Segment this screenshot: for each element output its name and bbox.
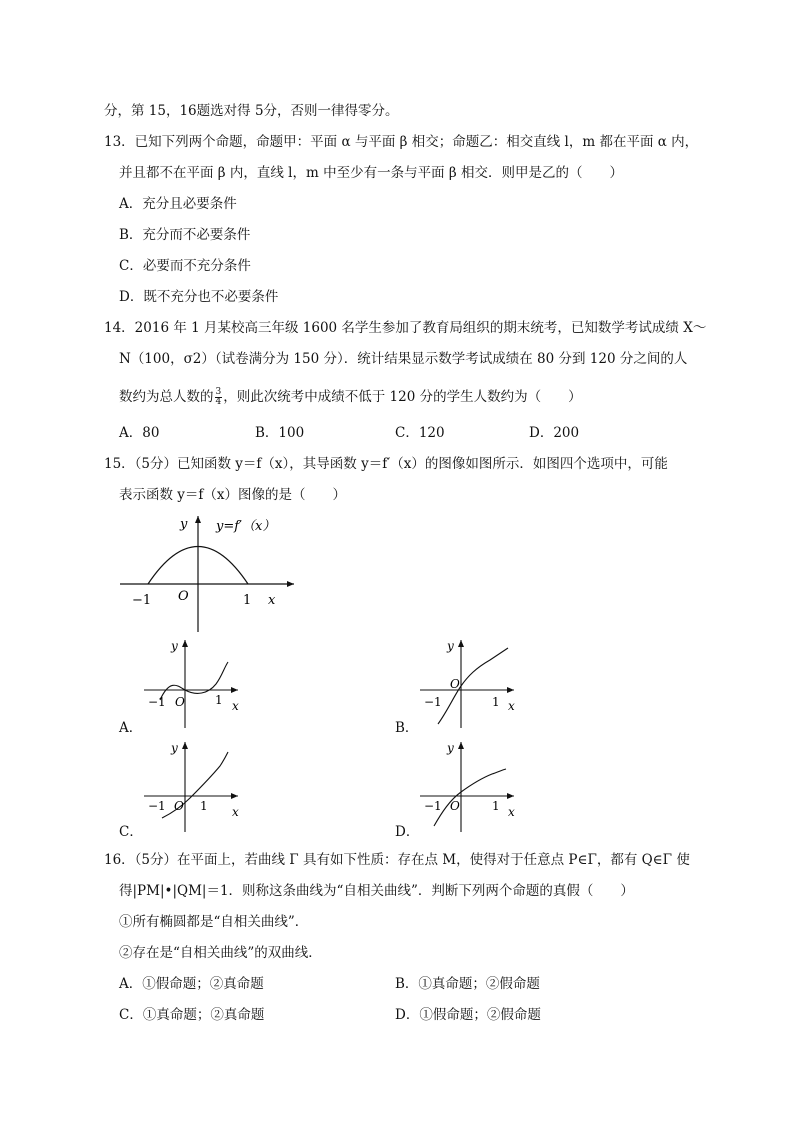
q14-option-d: D．200 (529, 425, 580, 441)
derivative-graph (114, 512, 314, 634)
x-axis-label: x (232, 699, 239, 713)
tick-label-right: 1 (492, 695, 500, 709)
q14-line3-pre: 数约为总人数的 (119, 389, 214, 405)
q13-option-d: D．既不充分也不必要条件 (119, 289, 279, 305)
q15-stem-line2: 表示函数 y＝f（x）图像的是（ ） (119, 487, 347, 503)
option-a-graph (138, 638, 248, 730)
tick-label-left: −1 (132, 593, 152, 608)
tick-label-right: 1 (243, 593, 252, 608)
tick-label-left: −1 (424, 695, 442, 709)
y-axis-label: y (171, 639, 178, 653)
q13-stem-line2: 并且都不在平面 β 内，直线 l，m 中至少有一条与平面 β 相交．则甲是乙的（ ） (119, 165, 623, 181)
origin-label: O (175, 695, 185, 709)
origin-label: O (178, 589, 189, 604)
q16-option-d: D．①假命题；②假命题 (395, 1007, 541, 1023)
q14-stem-line3 (119, 387, 582, 407)
x-axis-label: x (268, 593, 276, 608)
q16-option-c: C．①真命题；②真命题 (119, 1007, 265, 1023)
q14-option-a: A．80 (119, 425, 160, 441)
q14-line3-post: ，则此次统考中成绩不低于 120 分的学生人数约为（ ） (223, 389, 582, 405)
x-axis-label: x (508, 699, 515, 713)
q15-option-a-label: A． (119, 720, 143, 736)
x-axis-label: x (232, 805, 239, 819)
q16-statement-1: ①所有椭圆都是“自相关曲线”． (119, 914, 309, 930)
option-b-curve (438, 648, 508, 724)
fraction-numerator: 3 (215, 387, 222, 397)
q15-option-c-label: C． (119, 824, 143, 840)
q15-stem-line1: 15．（5分）已知函数 y＝f（x），其导函数 y＝f′（x）的图像如图所示．如图四个选项中，可能 (104, 456, 668, 472)
option-d-curve (434, 769, 506, 826)
q14-option-c: C．120 (395, 425, 445, 441)
q13-option-c: C．必要而不充分条件 (119, 258, 251, 274)
option-c-curve (162, 752, 228, 818)
tick-label-right: 1 (492, 799, 500, 813)
q16-option-a: A．①假命题；②真命题 (119, 976, 264, 992)
intro-line: 分，第 15，16题选对得 5分，否则一律得零分。 (104, 103, 399, 119)
q14-option-b: B．100 (255, 425, 305, 441)
tick-label-left: −1 (424, 799, 442, 813)
q15-option-d-label: D． (395, 824, 420, 840)
q15-option-b-label: B． (395, 720, 419, 736)
option-d-graph (414, 740, 524, 832)
q14-stem-line1: 14．2016 年 1 月某校高三年级 1600 名学生参加了教育局组织的期末统考，已知数学考试成绩 X～ (104, 320, 707, 336)
y-axis-label: y (171, 741, 178, 755)
origin-label: O (450, 677, 460, 691)
tick-label-left: −1 (148, 695, 166, 709)
q16-stem-line1: 16．（5分）在平面上，若曲线 Γ 具有如下性质：存在点 M，使得对于任意点 P∈Γ，都有 Q∈Γ 使 (104, 852, 690, 868)
fraction-denominator: 4 (215, 397, 222, 407)
curve-label: y=f′（x） (216, 519, 276, 534)
q16-option-b: B．①真命题；②假命题 (395, 976, 540, 992)
y-axis-label: y (447, 741, 454, 755)
fraction-three-quarters (215, 388, 223, 407)
origin-label: O (174, 799, 184, 813)
origin-label: O (450, 799, 460, 813)
q16-statement-2: ②存在是“自相关曲线”的双曲线． (119, 945, 322, 961)
tick-label-right: 1 (215, 693, 223, 707)
tick-label-right: 1 (200, 799, 208, 813)
option-c-graph (138, 740, 248, 832)
q13-option-b: B．充分而不必要条件 (119, 227, 251, 243)
tick-label-left: −1 (148, 799, 166, 813)
q13-stem-line1: 13．已知下列两个命题，命题甲：平面 α 与平面 β 相交；命题乙：相交直线 l，m 都在平面 α 内， (104, 134, 699, 150)
q16-stem-line2: 得|PM|•|QM|＝1．则称这条曲线为“自相关曲线”．判断下列两个命题的真假（ ） (119, 883, 634, 899)
option-b-graph (414, 638, 524, 730)
y-axis-label: y (447, 639, 454, 653)
q13-option-a: A．充分且必要条件 (119, 196, 237, 212)
q14-stem-line2: N（100，σ2）（试卷满分为 150 分）．统计结果显示数学考试成绩在 80 分到 120 分之间的人 (119, 351, 688, 367)
y-axis-label: y (180, 517, 188, 532)
x-axis-label: x (508, 805, 515, 819)
